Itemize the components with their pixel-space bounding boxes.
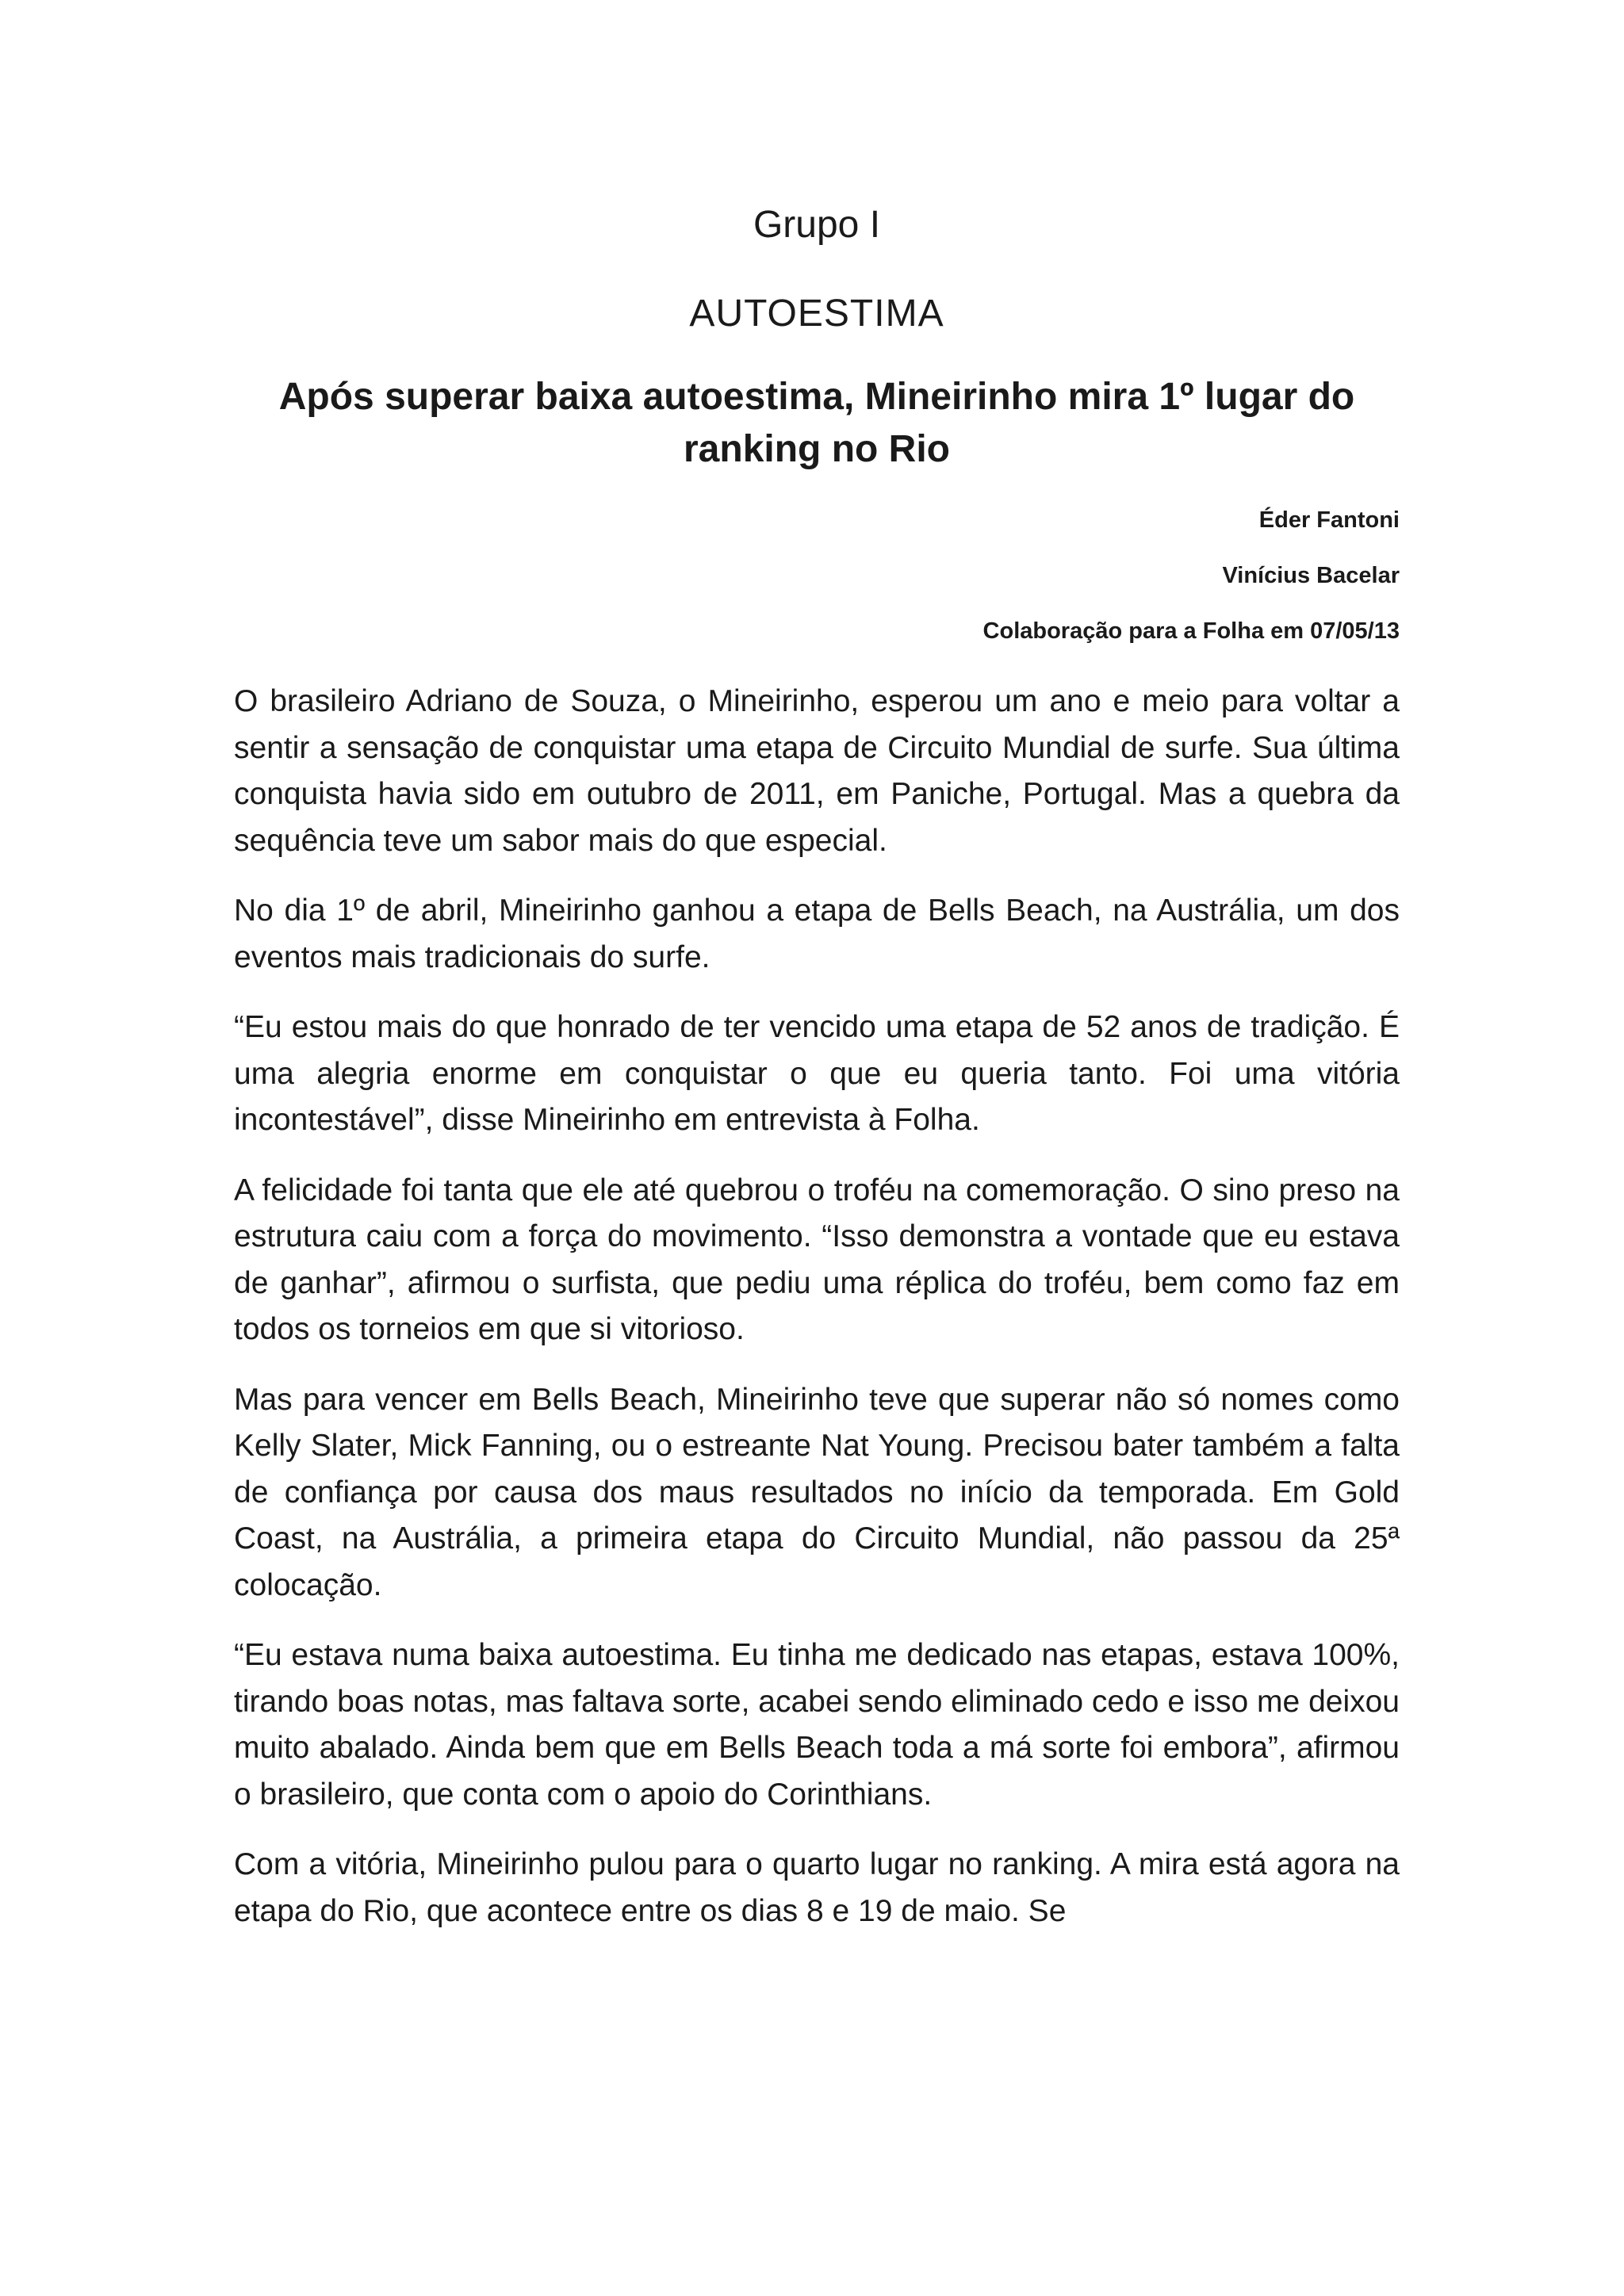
document-content	[234, 189, 1400, 1958]
article-paragraph: No dia 1º de abril, Mineirinho ganhou a etapa de Bells Beach, na Austrália, um dos eventos mais tradicionais do surfe.	[234, 894, 1400, 974]
group-label: Grupo I	[753, 204, 881, 246]
byline-author-1: Éder Fantoni	[1258, 507, 1400, 533]
article-paragraph: “Eu estou mais do que honrado de ter vencido uma etapa de 52 anos de tradição. É uma alegria enorme em conquistar o que eu queria tanto. Foi uma vitória incontestável”, disse Mineirinho em entrevista à Folha.	[234, 1010, 1400, 1137]
byline-collaboration-date: Colaboração para a Folha em 07/05/13	[982, 618, 1400, 644]
article-paragraph: “Eu estava numa baixa autoestima. Eu tinha me dedicado nas etapas, estava 100%, tirando boas notas, mas faltava sorte, acabei sendo eliminado cedo e isso me deixou muito abalado. Ainda bem que em Bells Beach toda a má sorte foi embora”, afirmou o brasileiro, que conta com o apoio do Corinthians.	[234, 1638, 1400, 1812]
headline: Após superar baixa autoestima, Mineirinho mira 1º lugar do ranking no Rio	[278, 376, 1355, 470]
article-paragraph: Mas para vencer em Bells Beach, Mineirinho teve que superar não só nomes como Kelly Slater, Mick Fanning, ou o estreante Nat Young. Precisou bater também a falta de confiança por causa dos maus resultados no início da temporada. Em Gold Coast, na Austrália, a primeira etapa do Circuito Mundial, não passou da 25ª colocação.	[234, 1382, 1400, 1602]
article-paragraph: A felicidade foi tanta que ele até quebrou o troféu na comemoração. O sino preso na estrutura caiu com a força do movimento. “Isso demonstra a vontade que eu estava de ganhar”, afirmou o surfista, que pediu uma réplica do troféu, bem como faz em todos os torneios em que si vitorioso.	[234, 1173, 1400, 1346]
article-paragraph: O brasileiro Adriano de Souza, o Mineirinho, esperou um ano e meio para voltar a sentir a sensação de conquistar uma etapa de Circuito Mundial de surfe. Sua última conquista havia sido em outubro de 2011, em Paniche, Portugal. Mas a quebra da sequência teve um sabor mais do que especial.	[234, 684, 1400, 858]
article-body	[234, 679, 1400, 1934]
byline-author-2: Vinícius Bacelar	[1222, 563, 1400, 588]
section-title: AUTOESTIMA	[689, 293, 944, 335]
article-paragraph: Com a vitória, Mineirinho pulou para o quarto lugar no ranking. A mira está agora na etapa do Rio, que acontece entre os dias 8 e 19 de maio. Se	[234, 1847, 1400, 1928]
